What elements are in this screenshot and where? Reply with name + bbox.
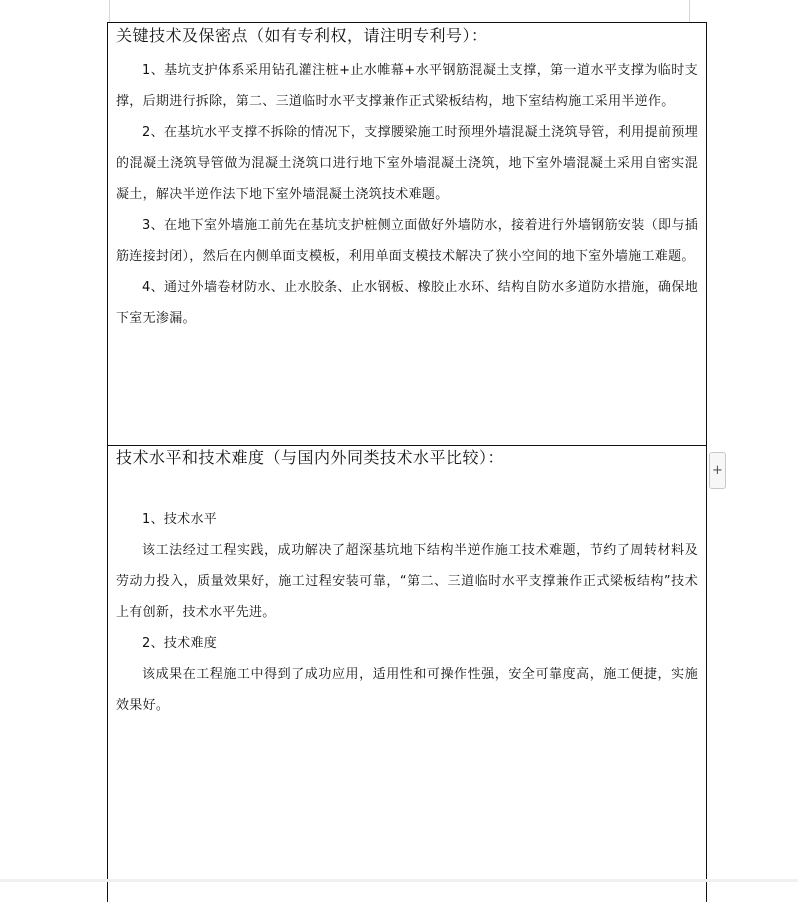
plus-icon: +: [712, 463, 723, 478]
page-margin-guide-right: [689, 0, 690, 22]
add-row-button[interactable]: [709, 452, 726, 489]
paragraph: 1、基坑支护体系采用钻孔灌注桩+止水帷幕+水平钢筋混凝土支撑，第一道水平支撑为临时支撑，后期进行拆除，第二、三道临时水平支撑兼作正式梁板结构，地下室结构施工采用半逆作。: [116, 63, 698, 109]
paragraph: 该工法经过工程实践，成功解决了超深基坑地下结构半逆作施工技术难题，节约了周转材料及劳动力投入，质量效果好，施工过程安装可靠，“第二、三道临时水平支撑兼作正式梁板结构”技术上有创新，技术水平先进。: [116, 543, 698, 620]
paragraph: 该成果在工程施工中得到了成功应用，适用性和可操作性强，安全可靠度高，施工便捷，实施效果好。: [116, 667, 698, 713]
paragraph: 3、在地下室外墙施工前先在基坑支护桩侧立面做好外墙防水，接着进行外墙钢筋安装（即与插筋连接封闭），然后在内侧单面支模板，利用单面支模技术解决了狭小空间的地下室外墙施工难题。: [116, 218, 698, 264]
section-body-key-technology: [116, 55, 698, 334]
section-body-technical-level: [116, 504, 698, 721]
table-cell-key-technology[interactable]: [108, 23, 706, 446]
subheading-technical-difficulty: 2、技术难度: [142, 636, 218, 651]
page-margin-guide-left: [109, 0, 110, 22]
section-heading-technical-level: 技术水平和技术难度（与国内外同类技术水平比较）：: [116, 448, 505, 467]
document-table: [107, 22, 707, 902]
subheading-technical-level: 1、技术水平: [142, 512, 218, 527]
paragraph: 4、通过外墙卷材防水、止水胶条、止水钢板、橡胶止水环、结构自防水多道防水措施，确保地下室无渗漏。: [116, 280, 698, 326]
table-cell-technical-level[interactable]: [108, 446, 706, 902]
section-heading-key-technology: 关键技术及保密点（如有专利权，请注明专利号）：: [116, 26, 488, 45]
paragraph: 2、在基坑水平支撑不拆除的情况下，支撑腰梁施工时预埋外墙混凝土浇筑导管，利用提前预埋的混凝土浇筑导管做为混凝土浇筑口进行地下室外墙混凝土浇筑，地下室外墙混凝土采用自密实混凝土，解决半逆作法下地下室外墙混凝土浇筑技术难题。: [116, 125, 698, 202]
blank-line: [116, 470, 698, 504]
